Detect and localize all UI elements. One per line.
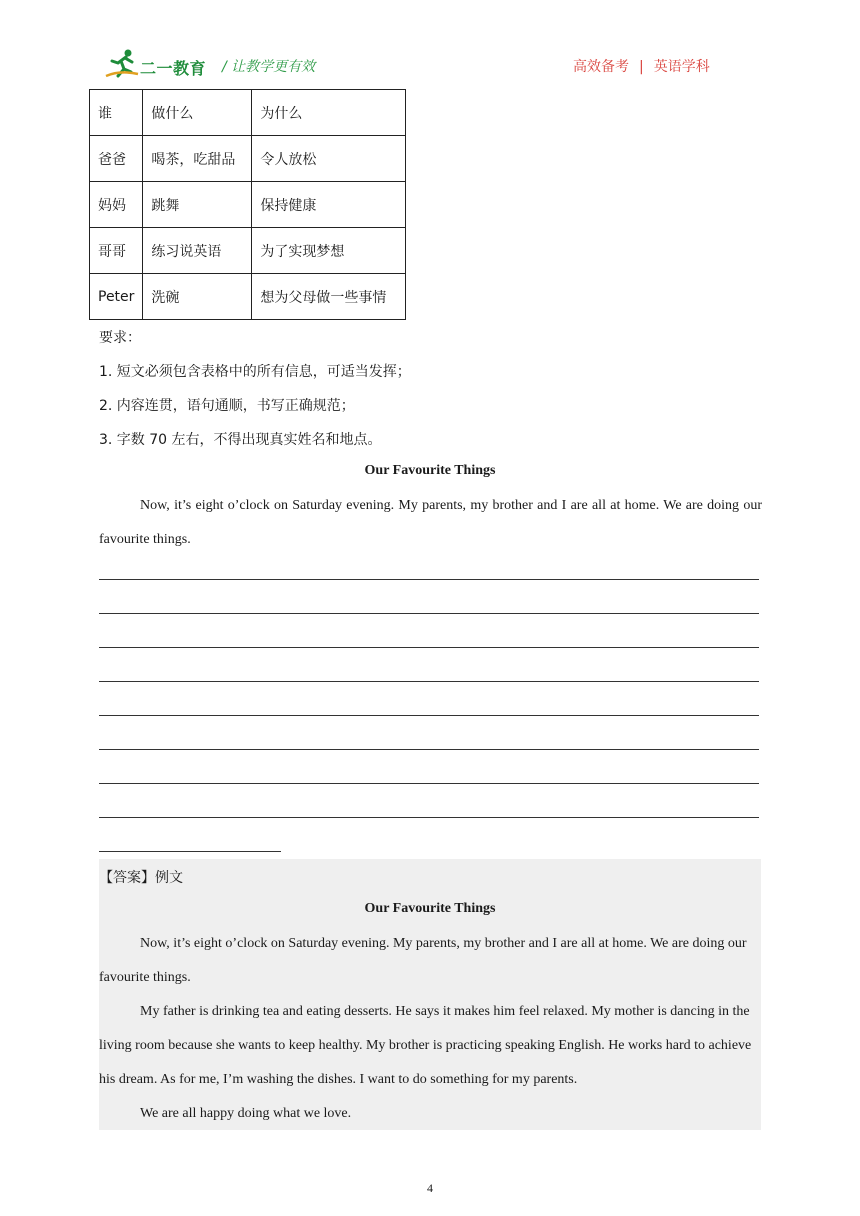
requirement-item: 2. 内容连贯，语句通顺，书写正确规范；: [99, 398, 355, 414]
writing-line[interactable]: [99, 647, 759, 648]
answer-heading: 【答案】例文: [99, 870, 183, 886]
writing-line[interactable]: [99, 681, 759, 682]
table-row: [90, 136, 406, 182]
subject-left: 高效备考: [573, 59, 629, 75]
page-number: 4: [427, 1181, 433, 1195]
table-row: [90, 90, 406, 136]
table-row: [90, 182, 406, 228]
brand-name: 二一教育: [140, 59, 207, 78]
table-cell: 谁: [90, 90, 143, 136]
writing-line[interactable]: [99, 783, 759, 784]
table-cell: 想为父母做一些事情: [252, 274, 406, 320]
table-row: [90, 274, 406, 320]
answer-paragraph: Now, it’s eight o’clock on Saturday evening. My parents, my brother and I are all at home. We are doing our favourite things.: [99, 936, 747, 985]
table-cell: 洗碗: [143, 274, 252, 320]
writing-line[interactable]: [99, 817, 759, 818]
table-cell: 为什么: [252, 90, 406, 136]
table-cell: 喝茶，吃甜品: [143, 136, 252, 182]
writing-line[interactable]: [99, 579, 759, 580]
essay-opening: Now, it’s eight o’clock on Saturday evening. My parents, my brother and I are all at home. We are doing our favourite things.: [99, 498, 762, 547]
table-cell: 哥哥: [90, 228, 143, 274]
requirement-item: 1. 短文必须包含表格中的所有信息，可适当发挥；: [99, 364, 411, 380]
info-table: [89, 89, 406, 320]
page-header: [0, 0, 860, 90]
answer-title: Our Favourite Things: [364, 901, 496, 916]
table-cell: 练习说英语: [143, 228, 252, 274]
requirements-label: 要求：: [99, 330, 141, 346]
table-cell: 爸爸: [90, 136, 143, 182]
brand-logo: [104, 48, 214, 80]
answer-paragraph: My father is drinking tea and eating desserts. He says it makes him feel relaxed. My mother is dancing in the living room because she wants to keep healthy. My brother is practicing speaking English. He works hard to achieve his dream. As for me, I’m washing the dishes. I want to do something for my parents.: [99, 1004, 752, 1087]
essay-title: Our Favourite Things: [364, 463, 496, 478]
subject-separator: |: [639, 59, 644, 75]
table-cell: 令人放松: [252, 136, 406, 182]
answer-block: [99, 859, 761, 1130]
answer-paragraph: We are all happy doing what we love.: [140, 1106, 352, 1121]
runner-logo-icon: [104, 48, 140, 80]
table-cell: Peter: [90, 274, 143, 320]
table-cell: 为了实现梦想: [252, 228, 406, 274]
writing-line[interactable]: [99, 613, 759, 614]
table-row: [90, 228, 406, 274]
table-cell: 做什么: [143, 90, 252, 136]
table-cell: 妈妈: [90, 182, 143, 228]
writing-line[interactable]: [99, 851, 281, 852]
writing-line[interactable]: [99, 715, 759, 716]
slogan: / 让教学更有效: [222, 59, 316, 75]
requirement-item: 3. 字数 70 左右，不得出现真实姓名和地点。: [99, 432, 382, 448]
table-cell: 跳舞: [143, 182, 252, 228]
table-cell: 保持健康: [252, 182, 406, 228]
subject-label: [573, 56, 710, 76]
subject-right: 英语学科: [653, 59, 710, 75]
writing-line[interactable]: [99, 749, 759, 750]
